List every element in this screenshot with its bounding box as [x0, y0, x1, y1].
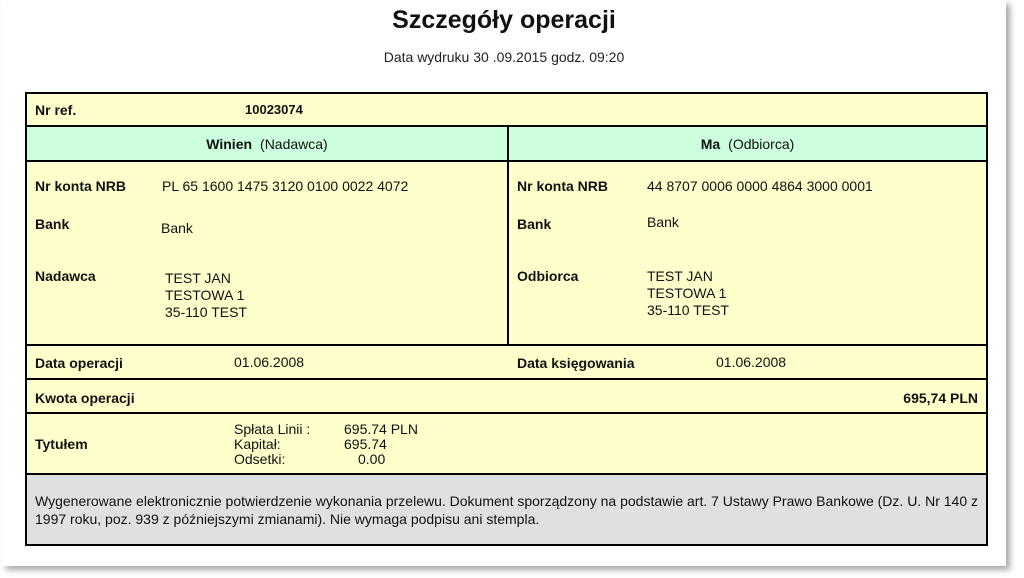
debit-heading-note: (Nadawca) [260, 135, 328, 152]
credit-account-label: Nr konta NRB [517, 178, 609, 194]
page-title: Szczegóły operacji [392, 6, 616, 34]
operation-date-value: 01.06.2008 [234, 354, 305, 370]
credit-party-address [647, 268, 729, 319]
booking-date-value: 01.06.2008 [716, 354, 787, 370]
ref-value: 10023074 [245, 102, 303, 117]
credit-heading-note: (Odbiorca) [728, 135, 795, 152]
title-detail-name: Spłata Linii : [234, 421, 311, 437]
operation-date-label: Data operacji [35, 355, 123, 371]
credit-account-value: 44 8707 0006 0000 4864 3000 0001 [647, 178, 873, 194]
document-sheet [2, 0, 1006, 566]
title-row [27, 414, 986, 475]
title-detail-value: 695.74 [344, 436, 387, 452]
credit-heading-label: Ma [700, 135, 721, 152]
title-detail-value: 0.00 [358, 451, 386, 467]
title-detail-row [234, 452, 418, 467]
debit-party-line: TEST JAN [165, 270, 231, 286]
print-date: Data wydruku 30 .09.2015 godz. 09:20 [383, 49, 625, 65]
title-details [234, 422, 418, 467]
title-detail-value: 695.74 PLN [344, 421, 418, 437]
amount-label: Kwota operacji [35, 390, 135, 406]
dates-row [27, 346, 986, 380]
footer-note: Wygenerowane elektronicznie potwierdzenie wykonania przelewu. Dokument sporządzony na podstawie art. 7 Ustawy Prawo Bankowe (Dz. U. Nr 140 z 1997 roku, poz. 939 z późniejszymi zmianami). Nie wymaga podpisu ani stempla. [35, 493, 978, 527]
credit-bank-label: Bank [517, 216, 552, 232]
amount-row [27, 380, 986, 414]
debit-bank-value: Bank [161, 220, 193, 236]
title-detail-row [234, 422, 418, 437]
debit-party-line: 35-110 TEST [165, 304, 247, 320]
debit-party-label: Nadawca [35, 268, 96, 284]
title-label: Tytułem [35, 436, 88, 452]
ref-row [27, 94, 986, 127]
title-detail-name: Odsetki: [234, 451, 286, 467]
booking-date-label: Data księgowania [517, 355, 635, 371]
debit-party-address [165, 270, 247, 321]
credit-party-line: TESTOWA 1 [647, 285, 727, 301]
debit-account-label: Nr konta NRB [35, 178, 127, 194]
credit-party-line: 35-110 TEST [647, 302, 729, 318]
credit-bank-value: Bank [647, 214, 679, 230]
title-detail-name: Kapitał: [234, 436, 281, 452]
credit-heading [509, 127, 986, 160]
debit-heading [27, 127, 507, 160]
debit-party-line: TESTOWA 1 [165, 287, 245, 303]
footer-note-row [27, 475, 986, 544]
amount-value: 695,74 PLN [903, 390, 978, 406]
operation-details-table [25, 92, 988, 546]
debit-heading-label: Winien [206, 135, 253, 152]
debit-bank-label: Bank [35, 216, 70, 232]
debit-account-value: PL 65 1600 1475 3120 0100 0022 4072 [162, 178, 409, 194]
title-detail-row [234, 437, 418, 452]
ref-label: Nr ref. [35, 102, 77, 118]
credit-party-label: Odbiorca [517, 268, 579, 284]
column-divider [507, 127, 509, 346]
credit-party-line: TEST JAN [647, 268, 713, 284]
